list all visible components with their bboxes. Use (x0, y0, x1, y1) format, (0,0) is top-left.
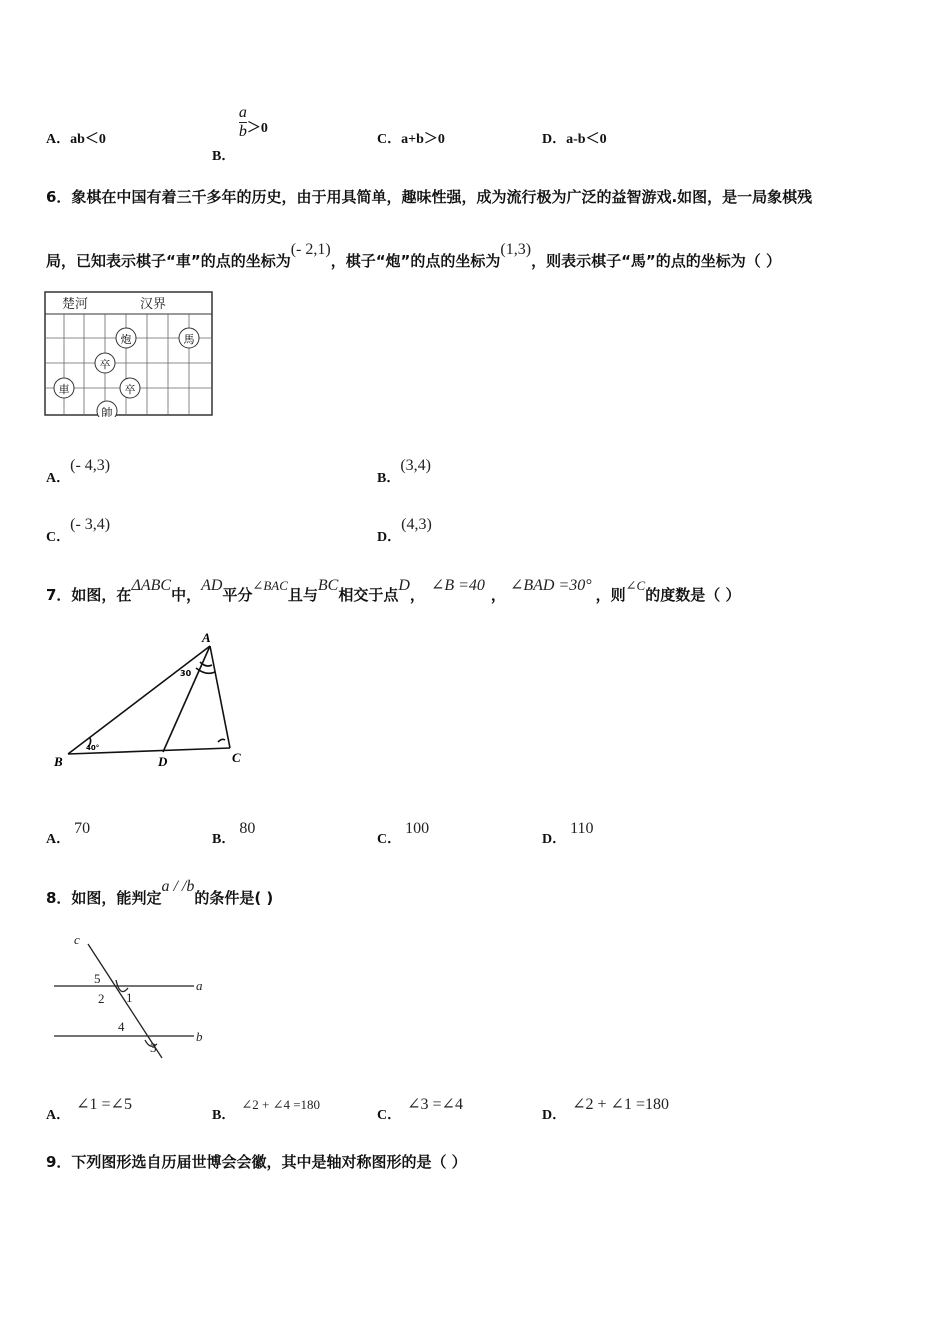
piece-pao-label: 炮 (120, 333, 132, 346)
parallel-lines-figure (50, 930, 220, 1065)
option-label: C． (46, 530, 71, 545)
q8-option-b[interactable] (212, 1097, 321, 1124)
river-right-label: 汉界 (140, 297, 167, 312)
q5-option-c[interactable] (377, 128, 445, 148)
stem-text: ，则 (595, 586, 626, 604)
math-angle-b: ∠B =40 (430, 577, 485, 594)
option-label: A． (46, 132, 71, 147)
math-bc: BC (317, 577, 339, 594)
option-value: (4,3) (401, 516, 432, 533)
q9-stem: 9．下列图形选自历届世博会会徽，其中是轴对称图形的是（ ） (46, 1153, 467, 1171)
piece-zu-2 (120, 378, 140, 398)
fraction-numerator: a (238, 104, 247, 121)
option-label: D． (377, 530, 402, 545)
side-ab (68, 646, 210, 754)
option-label: C． (377, 132, 402, 147)
segment-ad (163, 646, 210, 752)
q8-option-a[interactable] (46, 1096, 132, 1124)
piece-zu-2-label: 卒 (124, 383, 136, 396)
fraction-denominator: b (238, 123, 247, 140)
q5-option-b[interactable] (212, 104, 268, 164)
stem-text: 的度数是（ ） (645, 586, 741, 604)
piece-ma-label: 馬 (183, 333, 195, 346)
stem-text: ， (490, 586, 506, 604)
q6-option-a[interactable] (46, 457, 111, 487)
option-text: ＞0 (246, 121, 268, 136)
q7-stem (46, 577, 741, 605)
label-d: D (158, 754, 168, 769)
option-label: D． (542, 1108, 567, 1123)
option-value: (- 3,4) (70, 516, 111, 533)
option-label: B． (212, 1108, 236, 1123)
label-a: A (202, 630, 211, 645)
side-ac (210, 646, 230, 748)
piece-zu-1-label: 卒 (99, 358, 111, 371)
option-value: 100 (405, 820, 430, 837)
stem-text: 局，已知表示棋子“車”的点的坐标为 (46, 252, 291, 270)
triangle-figure (50, 628, 250, 773)
piece-shuai-label: 帥 (101, 406, 113, 417)
label-angle-4: 4 (118, 1019, 125, 1034)
q6-stem-line2 (46, 241, 782, 271)
option-label: D． (542, 832, 567, 847)
q6-option-d[interactable] (377, 516, 432, 546)
angle-c-arc (218, 739, 225, 742)
q7-option-a[interactable] (46, 820, 91, 848)
option-value: (3,4) (400, 457, 431, 474)
label-angle-2: 2 (98, 991, 105, 1006)
piece-ju (54, 378, 74, 398)
piece-pao (116, 328, 136, 348)
piece-shuai (97, 401, 117, 417)
option-text: ab＜0 (70, 132, 106, 147)
fraction-a-over-b (239, 104, 247, 141)
q5-option-a[interactable] (46, 128, 106, 148)
option-value: 70 (74, 820, 91, 837)
math-ad: AD (201, 577, 223, 594)
option-value: (- 4,3) (70, 457, 111, 474)
stem-text: 的条件是( ) (194, 889, 274, 907)
option-text: a+b＞0 (401, 132, 445, 147)
label-c: C (232, 750, 241, 765)
stem-text: 8．如图，能判定 (46, 889, 162, 907)
stem-text: 且与 (287, 586, 318, 604)
label-angle-40: 40° (86, 744, 100, 752)
piece-ju-label: 車 (58, 383, 70, 396)
option-label: B． (212, 149, 236, 164)
label-b: b (196, 1029, 203, 1044)
stem-text: 7．如图，在 (46, 586, 132, 604)
q7-option-d[interactable] (542, 820, 594, 848)
math-d: D (398, 577, 410, 594)
piece-zu-1 (95, 353, 115, 373)
option-value: 80 (239, 820, 256, 837)
coord-pao: (1,3) (500, 241, 532, 258)
label-angle-5: 5 (94, 971, 101, 986)
q8-stem (46, 878, 274, 908)
label-angle-1: 1 (126, 990, 133, 1005)
chess-board-figure (44, 291, 214, 417)
stem-text: 相交于点 (338, 586, 399, 604)
option-label: C． (377, 1108, 402, 1123)
q6-option-c[interactable] (46, 516, 111, 546)
option-label: B． (212, 832, 236, 847)
q5-option-d[interactable] (542, 128, 607, 148)
q8-option-c[interactable] (377, 1096, 463, 1124)
option-value: ∠1 =∠5 (76, 1096, 132, 1113)
label-angle-3: 3 (150, 1040, 157, 1055)
option-value: ∠2 + ∠4 =180 (241, 1097, 321, 1112)
label-c: c (74, 932, 80, 947)
option-text: a-b＜0 (566, 132, 607, 147)
math-angle-bac: ∠BAC (252, 578, 288, 593)
stem-text: 中， (171, 586, 202, 604)
option-label: B． (377, 471, 401, 486)
label-b: B (54, 754, 63, 769)
option-label: C． (377, 832, 402, 847)
option-label: D． (542, 132, 567, 147)
math-triangle-abc: ΔABC (131, 577, 172, 594)
stem-text: 平分 (222, 586, 253, 604)
option-label: A． (46, 1108, 71, 1123)
option-value: ∠3 =∠4 (407, 1096, 463, 1113)
stem-text: ，则表示棋子“馬”的点的坐标为（ ） (531, 252, 782, 270)
river-left-label: 楚河 (62, 297, 89, 312)
q6-stem-line1: 6．象棋在中国有着三千多年的历史，由于用具简单，趣味性强，成为流行极为广泛的益智游戏.如图，是一局象棋残 (46, 188, 813, 206)
option-label: A． (46, 471, 71, 486)
math-angle-c: ∠C (625, 578, 646, 593)
q7-option-c[interactable] (377, 820, 430, 848)
q8-option-d[interactable] (542, 1096, 669, 1124)
option-value: ∠2 + ∠1 =180 (572, 1096, 669, 1113)
stem-text: ，棋子“炮”的点的坐标为 (330, 252, 501, 270)
option-label: A． (46, 832, 71, 847)
option-value: 110 (570, 820, 594, 837)
label-angle-30: 30 (180, 669, 192, 678)
piece-ma (179, 328, 199, 348)
stem-text: ， (409, 586, 425, 604)
q6-option-b[interactable] (377, 457, 431, 487)
label-a: a (196, 978, 203, 993)
coord-ju: (- 2,1) (290, 241, 331, 258)
math-angle-bad: ∠BAD =30° (509, 577, 592, 594)
math-a-parallel-b: a / /b (161, 878, 195, 895)
q7-option-b[interactable] (212, 820, 256, 848)
